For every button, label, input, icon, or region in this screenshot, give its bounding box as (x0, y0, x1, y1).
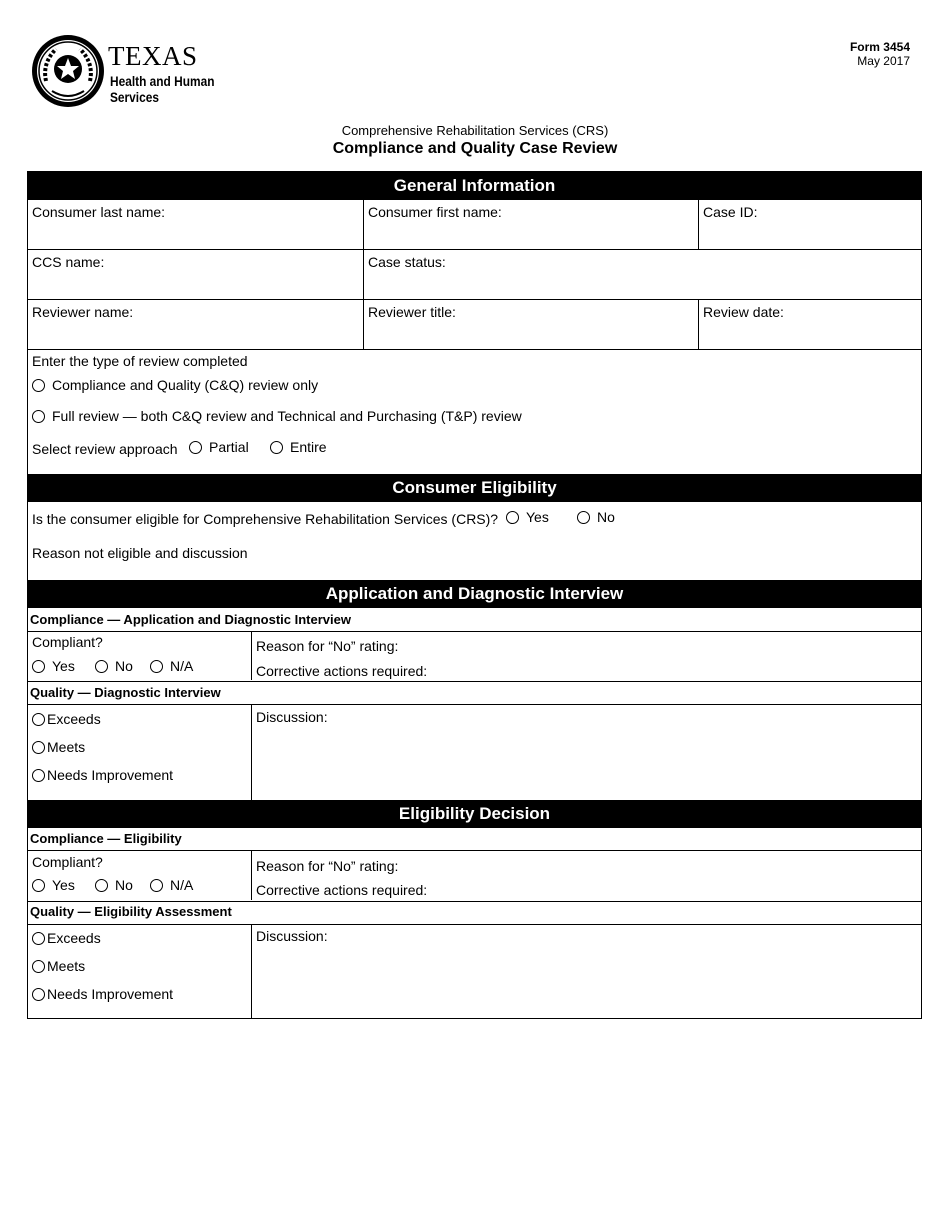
divider (28, 631, 921, 632)
radio-icon[interactable] (32, 660, 45, 673)
divider (363, 200, 364, 350)
case-id-field[interactable]: Case ID: (703, 204, 758, 220)
form-date: May 2017 (857, 54, 910, 68)
eligibility-exceeds-option[interactable]: Exceeds (32, 930, 101, 946)
logo-texas-text: TEXAS (108, 41, 198, 71)
eligibility-meets-option[interactable]: Meets (32, 958, 85, 974)
divider (698, 300, 699, 350)
radio-icon[interactable] (189, 441, 202, 454)
section-application-diagnostic: Application and Diagnostic Interview (28, 580, 921, 608)
application-compliant-label: Compliant? (32, 634, 103, 650)
approach-entire-option[interactable]: Entire (270, 439, 327, 455)
eligibility-no-option[interactable]: No (577, 509, 615, 525)
section-general-information: General Information (28, 172, 921, 200)
radio-icon[interactable] (150, 879, 163, 892)
radio-icon[interactable] (32, 741, 45, 754)
divider (28, 924, 921, 925)
eligibility-question: Is the consumer eligible for Comprehensive Rehabilitation Services (CRS)? (32, 511, 499, 527)
texas-seal-icon (30, 33, 106, 109)
radio-icon[interactable] (32, 879, 45, 892)
eligibility-reason-no-field[interactable]: Reason for “No” rating: (256, 858, 399, 874)
form-number-block (850, 40, 910, 68)
review-type-full-option[interactable]: Full review — both C&Q review and Technical and Purchasing (T&P) review (32, 408, 522, 424)
hhs-logo (30, 33, 230, 111)
eligibility-discussion-field[interactable]: Discussion: (256, 928, 328, 944)
radio-icon[interactable] (270, 441, 283, 454)
ccs-name-field[interactable]: CCS name: (32, 254, 105, 270)
consumer-last-name-field[interactable]: Consumer last name: (32, 204, 166, 220)
radio-icon[interactable] (506, 511, 519, 524)
logo-hhs-text: Health and Human Services (110, 73, 215, 105)
divider (28, 901, 921, 902)
divider (251, 924, 252, 1018)
application-compliant-yes[interactable]: Yes (32, 658, 75, 674)
eligibility-compliant-label: Compliant? (32, 854, 103, 870)
review-date-field[interactable]: Review date: (703, 304, 784, 320)
application-compliant-na[interactable]: N/A (150, 658, 193, 674)
eligibility-compliant-na[interactable]: N/A (150, 877, 193, 893)
application-compliant-no[interactable]: No (95, 658, 133, 674)
diagnostic-discussion-field[interactable]: Discussion: (256, 709, 328, 725)
case-status-field[interactable]: Case status: (368, 254, 446, 270)
radio-icon[interactable] (95, 660, 108, 673)
application-corrective-field[interactable]: Corrective actions required: (256, 663, 428, 679)
divider (251, 631, 252, 680)
eligibility-corrective-field[interactable]: Corrective actions required: (256, 882, 428, 898)
reason-not-eligible-field[interactable]: Reason not eligible and discussion (32, 545, 248, 561)
reviewer-name-field[interactable]: Reviewer name: (32, 304, 134, 320)
radio-icon[interactable] (32, 379, 45, 392)
radio-icon[interactable] (95, 879, 108, 892)
application-reason-no-field[interactable]: Reason for “No” rating: (256, 638, 399, 654)
eligibility-compliant-no[interactable]: No (95, 877, 133, 893)
review-type-cq-option[interactable]: Compliance and Quality (C&Q) review only (32, 377, 318, 393)
eligibility-compliance-heading: Compliance — Eligibility (30, 831, 182, 846)
radio-icon[interactable] (32, 960, 45, 973)
radio-icon[interactable] (150, 660, 163, 673)
divider (28, 681, 921, 682)
section-eligibility-decision: Eligibility Decision (28, 800, 921, 828)
radio-icon[interactable] (32, 410, 45, 423)
form-number: Form 3454 (849, 40, 910, 54)
form-title: Compliance and Quality Case Review (332, 140, 618, 157)
diagnostic-needs-improvement-option[interactable]: Needs Improvement (32, 767, 173, 783)
divider (28, 249, 921, 250)
review-approach-prompt: Select review approach (32, 441, 178, 457)
eligibility-compliant-yes[interactable]: Yes (32, 877, 75, 893)
radio-icon[interactable] (32, 932, 45, 945)
divider (251, 850, 252, 900)
review-type-prompt: Enter the type of review completed (32, 353, 248, 369)
divider (251, 704, 252, 800)
radio-icon[interactable] (577, 511, 590, 524)
diagnostic-meets-option[interactable]: Meets (32, 739, 85, 755)
divider (698, 200, 699, 250)
approach-partial-option[interactable]: Partial (189, 439, 249, 455)
consumer-first-name-field[interactable]: Consumer first name: (368, 204, 502, 220)
diagnostic-exceeds-option[interactable]: Exceeds (32, 711, 101, 727)
divider (28, 299, 921, 300)
reviewer-title-field[interactable]: Reviewer title: (368, 304, 456, 320)
form-subtitle: Comprehensive Rehabilitation Services (CRS) (341, 123, 609, 138)
divider (28, 704, 921, 705)
form-frame (27, 171, 922, 1019)
eligibility-quality-heading: Quality — Eligibility Assessment (30, 904, 232, 919)
divider (28, 349, 921, 350)
application-compliance-heading: Compliance — Application and Diagnostic Interview (30, 612, 351, 627)
radio-icon[interactable] (32, 988, 45, 1001)
radio-icon[interactable] (32, 769, 45, 782)
diagnostic-quality-heading: Quality — Diagnostic Interview (30, 685, 221, 700)
eligibility-yes-option[interactable]: Yes (506, 509, 549, 525)
section-consumer-eligibility: Consumer Eligibility (28, 474, 921, 502)
radio-icon[interactable] (32, 713, 45, 726)
divider (28, 850, 921, 851)
form-titles (0, 123, 950, 159)
eligibility-needs-improvement-option[interactable]: Needs Improvement (32, 986, 173, 1002)
